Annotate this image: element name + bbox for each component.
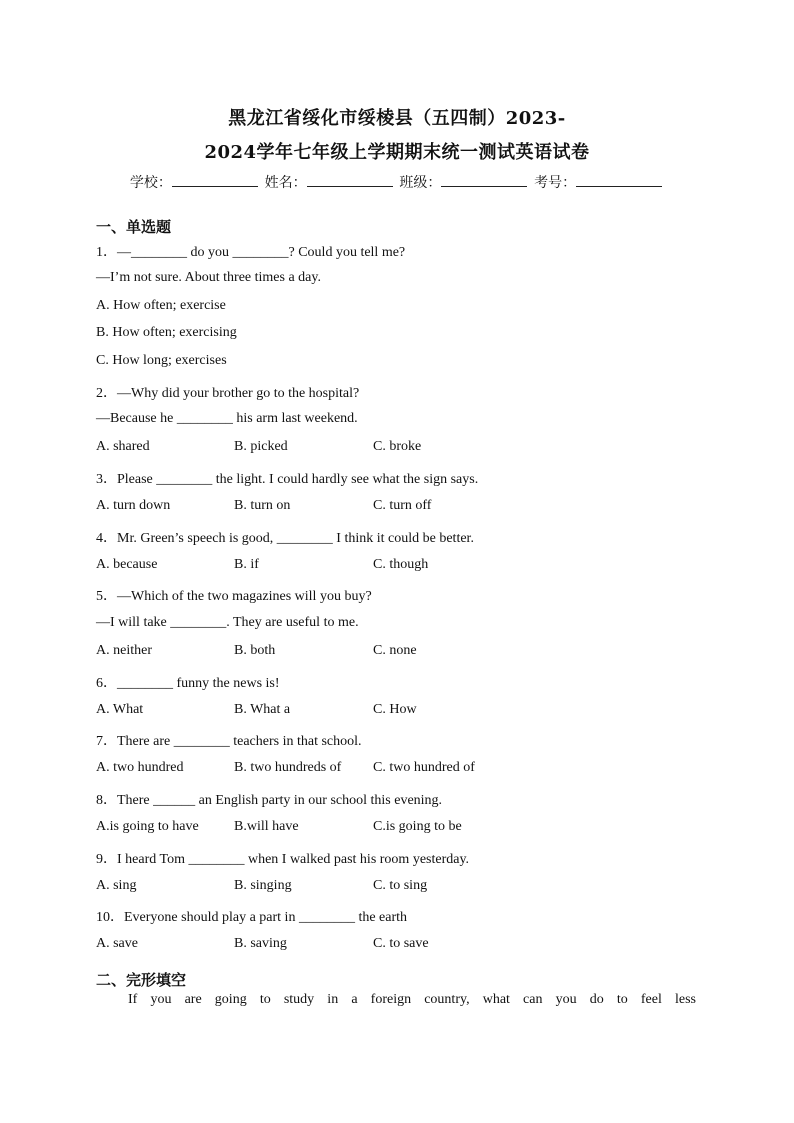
- school-label: 学校：: [129, 175, 172, 191]
- question-stem: 7．There are ________ teachers in that school.: [96, 734, 362, 749]
- option-c[interactable]: C. How: [373, 702, 417, 717]
- option-a[interactable]: A. shared: [96, 439, 150, 454]
- option-c[interactable]: C. though: [373, 557, 429, 572]
- option-a[interactable]: A.is going to have: [96, 819, 199, 834]
- option-a[interactable]: A. because: [96, 557, 158, 572]
- option-b[interactable]: B. singing: [234, 878, 292, 893]
- option-b[interactable]: B. both: [234, 643, 276, 658]
- question-stem: 1．—________ do you ________? Could you tell me?: [96, 245, 406, 260]
- option-c[interactable]: C. broke: [373, 439, 422, 454]
- option-c[interactable]: C. to sing: [373, 878, 428, 893]
- exam-number-label: 考号：: [534, 175, 577, 191]
- question-stem: 5．—Which of the two magazines will you buy?: [96, 589, 372, 604]
- section-title-cloze: 二、完形填空: [96, 971, 187, 989]
- question-stem: 3．Please ________ the light. I could hardly see what the sign says.: [96, 472, 479, 487]
- option-c[interactable]: C. to save: [373, 936, 429, 951]
- question-dialogue: —I’m not sure. About three times a day.: [96, 270, 321, 285]
- name-blank[interactable]: [307, 173, 393, 187]
- option-c[interactable]: C. turn off: [373, 498, 432, 513]
- question-stem: 9．I heard Tom ________ when I walked past his room yesterday.: [96, 852, 470, 867]
- option-b[interactable]: B. picked: [234, 439, 288, 454]
- school-blank[interactable]: [172, 173, 258, 187]
- option-b[interactable]: B. if: [234, 557, 259, 572]
- option-b[interactable]: B.will have: [234, 819, 299, 834]
- student-info: [0, 172, 794, 192]
- title-line-2: 2024学年七年级上学期期末统一测试英语试卷: [204, 142, 590, 163]
- option-a[interactable]: A. two hundred: [96, 760, 184, 775]
- option-c[interactable]: C.is going to be: [373, 819, 462, 834]
- title-line-1: 黑龙江省绥化市绥棱县（五四制）2023-: [228, 108, 566, 129]
- option-a[interactable]: A. save: [96, 936, 138, 951]
- exam-number-blank[interactable]: [576, 173, 662, 187]
- question-stem: 8．There ______ an English party in our school this evening.: [96, 793, 443, 808]
- class-blank[interactable]: [441, 173, 527, 187]
- name-label: 姓名：: [264, 175, 307, 191]
- option-b[interactable]: B. How often; exercising: [96, 325, 237, 340]
- section-title-single-choice: 一、单选题: [96, 218, 172, 236]
- option-b[interactable]: B. What a: [234, 702, 291, 717]
- option-c[interactable]: C. two hundred of: [373, 760, 475, 775]
- option-b[interactable]: B. saving: [234, 936, 287, 951]
- option-b[interactable]: B. two hundreds of: [234, 760, 342, 775]
- question-stem: 2．—Why did your brother go to the hospital?: [96, 386, 360, 401]
- option-a[interactable]: A. How often; exercise: [96, 298, 226, 313]
- option-a[interactable]: A. neither: [96, 643, 152, 658]
- class-label: 班级：: [399, 175, 442, 191]
- question-dialogue: —I will take ________. They are useful to me.: [96, 615, 359, 630]
- question-stem: 6．________ funny the news is!: [96, 676, 280, 691]
- option-c[interactable]: C. How long; exercises: [96, 353, 227, 368]
- question-stem: 4．Mr. Green’s speech is good, ________ I think it could be better.: [96, 531, 474, 546]
- question-stem: 10．Everyone should play a part in ________ the earth: [96, 910, 408, 925]
- option-a[interactable]: A. turn down: [96, 498, 171, 513]
- option-a[interactable]: A. sing: [96, 878, 137, 893]
- question-dialogue: —Because he ________ his arm last weekend.: [96, 411, 358, 426]
- option-c[interactable]: C. none: [373, 643, 417, 658]
- option-a[interactable]: A. What: [96, 702, 144, 717]
- option-b[interactable]: B. turn on: [234, 498, 291, 513]
- cloze-paragraph: If you are going to study in a foreign country, what can you do to feel less: [128, 992, 696, 1007]
